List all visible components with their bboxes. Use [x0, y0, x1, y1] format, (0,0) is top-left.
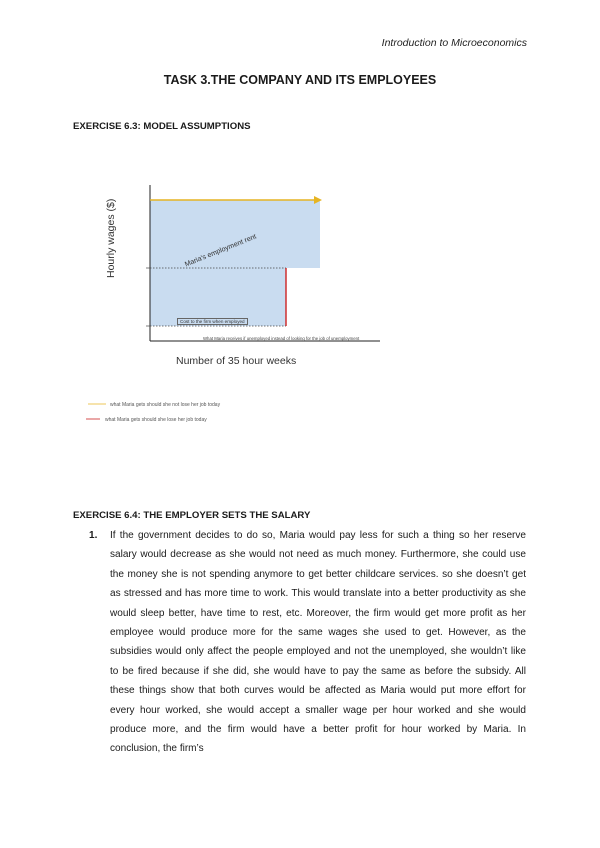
employment-rent-label: Maria's employment rent	[184, 233, 258, 269]
course-header: Introduction to Microeconomics	[381, 37, 527, 49]
exercise-6-4-title: EXERCISE 6.4: THE EMPLOYER SETS THE SALARY	[73, 510, 311, 521]
y-axis-label: Hourly wages ($)	[105, 198, 117, 278]
legend-item-keep-job: what Maria gets should she not lose her job today	[110, 402, 221, 408]
task-title: TASK 3.THE COMPANY AND ITS EMPLOYEES	[163, 73, 437, 87]
answer-paragraph: If the government decides to do so, Maria would pay less for such a thing so her reserve salary would decrease as she would not need as much money. Furthermore, she could use the money she is not spending anymore to get better childcare services. so she doesn’t get as stressed and has more time to work. This would translate into a better productivity as she would sleep better, have time to rest, etc. Moreover, the firm would get more profit as her employee would produce more for the same wages she used to get. However, as the subsidies would only affect the people employed and not the unemployed, she wouldn’t like to be fired because if she did, she would have to pay the same as before the subsidy. All these things show that both curves would be affected as Maria would put more effort for every hour worked, she would accept a smaller wage per hour worked and she would produce more, and the firm would have a better profit for hour worked by Maria. In conclusion, the firm’s	[110, 530, 526, 755]
list-item-number: 1.	[89, 530, 98, 541]
wage-cost-label-text: Cost to the firm when employed	[177, 318, 248, 325]
employment-rent-area	[150, 200, 320, 268]
x-axis-label: Number of 35 hour weeks	[176, 355, 297, 367]
wage-cost-label	[177, 319, 248, 324]
answer-list-item	[89, 526, 526, 759]
reserve-option-label: What Maria receives if unemployed instead of looking for the job of unemployment	[203, 336, 360, 341]
legend-item-lose-job: what Maria gets should she lose her job today	[105, 417, 207, 423]
exercise-6-3-title: EXERCISE 6.3: MODEL ASSUMPTIONS	[73, 121, 251, 132]
